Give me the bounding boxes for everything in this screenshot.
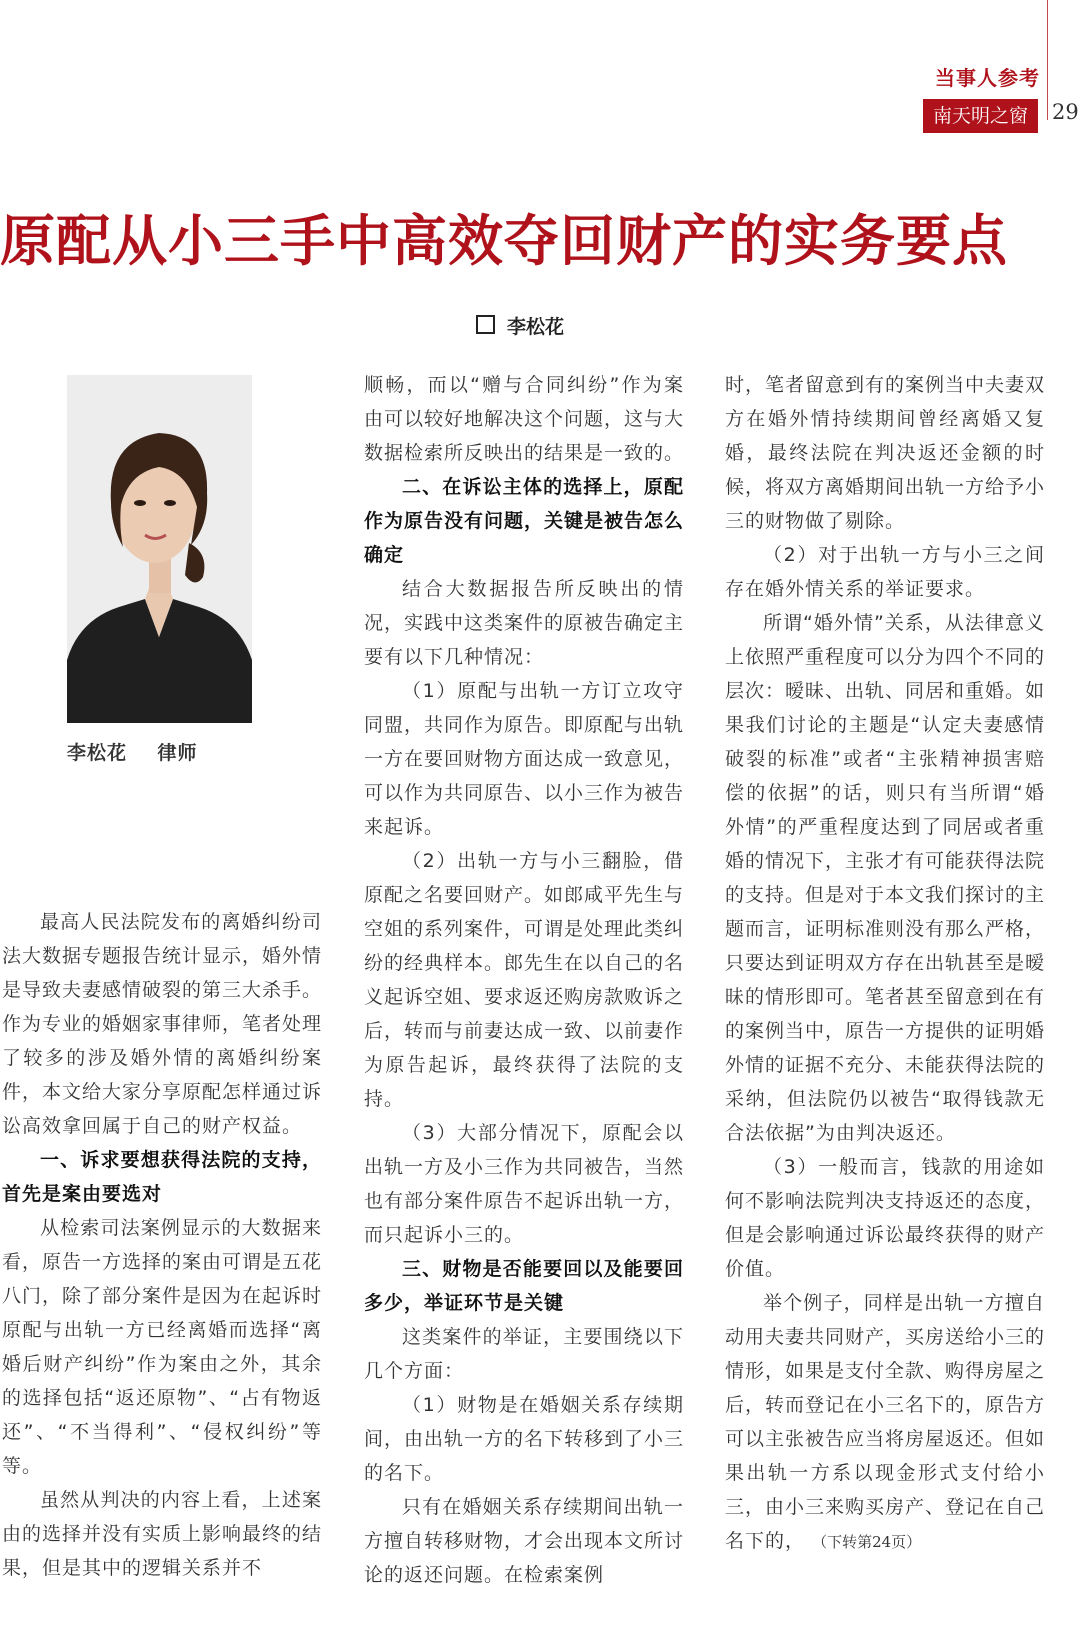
portrait-image (67, 375, 252, 723)
author-photo (67, 375, 252, 723)
paragraph: 所谓“婚外情”关系，从法律意义上依照严重程度可以分为四个不同的层次：暧昧、出轨、同居和重婚。如果我们讨论的主题是“认定夫妻感情破裂的标准”或者“主张精神损害赔偿的依据”的话，则只有当所谓“婚外情”的严重程度达到了同居或者重婚的情况下，主张才有可能获得法院的支持。但是对于本文我们探讨的主题而言，证明标准则没有那么严格，只要达到证明双方存在出轨甚至是暧昧的情形即可。笔者甚至留意到在有的案例当中，原告一方提供的证明婚外情的证据不充分、未能获得法院的采纳，但法院仍以被告“取得钱款无合法依据”为由判决返还。 (725, 612, 1046, 1144)
paragraph: 这类案件的举证，主要围绕以下几个方面： (364, 1326, 684, 1382)
paragraph: 顺畅，而以“赠与合同纠纷”作为案由可以较好地解决这个问题，这与大数据检索所反映出的结果是一致的。 (364, 374, 685, 464)
header-divider-line (1047, 0, 1048, 120)
paragraph: （1）原配与出轨一方订立攻守同盟，共同作为原告。即原配与出轨一方在要回财物方面达成一致意见，可以作为共同原告、以小三作为被告来起诉。 (364, 680, 685, 838)
section-heading: 三、财物是否能要回以及能要回多少，举证环节是关键 (364, 1258, 684, 1314)
photo-caption: 李松花 律师 (67, 742, 198, 764)
paragraph: 结合大数据报告所反映出的情况，实践中这类案件的原被告确定主要有以下几种情况： (364, 578, 685, 668)
continued-note: （下转第24页） (812, 1533, 922, 1551)
article-column-1 (2, 905, 322, 1585)
byline (476, 312, 564, 339)
paragraph: （2）出轨一方与小三翻脸，借原配之名要回财产。如郎咸平先生与空姐的系列案件，可谓是处理此类纠纷的经典样本。郎先生在以自己的名义起诉空姐、要求返还购房款败诉之后，转而与前妻达成一致、以前妻作为原告起诉，最终获得了法院的支持。 (364, 850, 685, 1110)
section-heading: 二、在诉讼主体的选择上，原配作为原告没有问题，关键是被告怎么确定 (364, 476, 685, 566)
column-name-badge: 南天明之窗 (923, 99, 1038, 133)
article-column-3 (725, 368, 1045, 1559)
section-label: 当事人参考 (935, 66, 1040, 90)
paragraph: （2）对于出轨一方与小三之间存在婚外情关系的举证要求。 (725, 544, 1045, 600)
paragraph: 虽然从判决的内容上看，上述案由的选择并没有实质上影响最终的结果，但是其中的逻辑关系并不 (2, 1489, 323, 1579)
paragraph: 时，笔者留意到有的案例当中夫妻双方在婚外情持续期间曾经离婚又复婚，最终法院在判决返还金额的时候，将双方离婚期间出轨一方给予小三的财物做了剔除。 (725, 374, 1046, 532)
paragraph: 最高人民法院发布的离婚纠纷司法大数据专题报告统计显示，婚外情是导致夫妻感情破裂的第三大杀手。作为专业的婚姻家事律师，笔者处理了较多的涉及婚外情的离婚纠纷案件，本文给大家分享原配怎样通过诉讼高效拿回属于自己的财产权益。 (2, 911, 323, 1137)
paragraph: （3）大部分情况下，原配会以出轨一方及小三作为共同被告，当然也有部分案件原告不起诉出轨一方，而只起诉小三的。 (364, 1122, 685, 1246)
article-column-2 (364, 368, 684, 1592)
paragraph: 只有在婚姻关系存续期间出轨一方擅自转移财物，才会出现本文所讨论的返还问题。在检索案例 (364, 1496, 685, 1586)
paragraph: 从检索司法案例显示的大数据来看，原告一方选择的案由可谓是五花八门，除了部分案件是因为在起诉时原配与出轨一方已经离婚而选择“离婚后财产纠纷”作为案由之外，其余的选择包括“返还原物”、“占有物返还”、“不当得利”、“侵权纠纷”等等。 (2, 1217, 323, 1477)
author-name: 李松花 (507, 316, 565, 338)
paragraph: （1）财物是在婚姻关系存续期间，由出轨一方的名下转移到了小三的名下。 (364, 1394, 685, 1484)
paragraph-text: 举个例子，同样是出轨一方擅自动用夫妻共同财产，买房送给小三的情形，如果是支付全款、购得房屋之后，转而登记在小三名下的，原告方可以主张被告应当将房屋返还。但如果出轨一方系以现金形式支付给小三，由小三来购买房产、登记在自己名下的， (725, 1292, 1046, 1552)
article-title: 原配从小三手中高效夺回财产的实务要点 (0, 209, 1009, 273)
section-heading: 一、诉求要想获得法院的支持，首先是案由要选对 (2, 1149, 322, 1205)
paragraph: （3）一般而言，钱款的用途如何不影响法院判决支持返还的态度，但是会影响通过诉讼最终获得的财产价值。 (725, 1156, 1046, 1280)
page-number: 29 (1052, 100, 1079, 124)
square-icon (476, 315, 495, 334)
paragraph (725, 1286, 1045, 1559)
